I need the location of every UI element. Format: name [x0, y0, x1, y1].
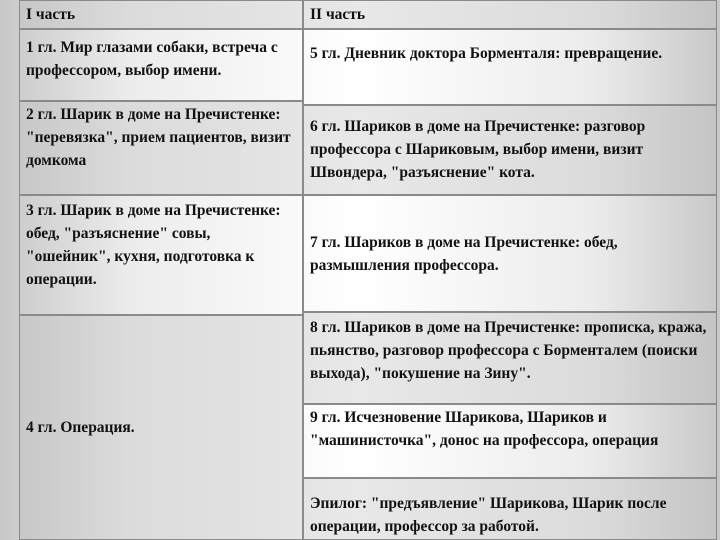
- part2-chapter-9: 9 гл. Исчезновение Шарикова, Шариков и "машинисточка", донос на профессора, операция: [303, 404, 717, 478]
- part1-chapter-3: 3 гл. Шарик в доме на Пречистенке: обед, "разъяснение" совы, "ошейник", кухня, подготовка к операции.: [19, 195, 303, 315]
- part2-chapter-8: 8 гл. Шариков в доме на Пречистенке: прописка, кража, пьянство, разговор профессора с Борменталем (поиски выхода), "покушение на Зину".: [303, 312, 717, 404]
- header-part-2: II часть: [303, 0, 717, 29]
- part2-chapter-5: 5 гл. Дневник доктора Борменталя: превращение.: [303, 29, 717, 105]
- part2-chapter-7: [303, 195, 717, 312]
- header-part-1: I часть: [19, 0, 303, 29]
- part2-epilogue: Эпилог: "предъявление" Шарикова, Шарик после операции, профессор за работой.: [303, 478, 717, 540]
- part1-chapter-1: 1 гл. Мир глазами собаки, встреча с профессором, выбор имени.: [19, 29, 303, 101]
- part1-chapter-4-text: 4 гл. Операция.: [26, 419, 135, 436]
- part2-chapter-7-text: 7 гл. Шариков в доме на Пречистенке: обед, размышления профессора.: [310, 233, 618, 274]
- part1-chapter-4: [19, 315, 303, 540]
- part1-chapter-2: 2 гл. Шарик в доме на Пречистенке: "перевязка", прием пациентов, визит домкома: [19, 101, 303, 195]
- part2-chapter-6: 6 гл. Шариков в доме на Пречистенке: разговор профессора с Шариковым, выбор имени, визит Швондера, "разъяснение" кота.: [303, 105, 717, 195]
- chapter-table: [19, 0, 717, 540]
